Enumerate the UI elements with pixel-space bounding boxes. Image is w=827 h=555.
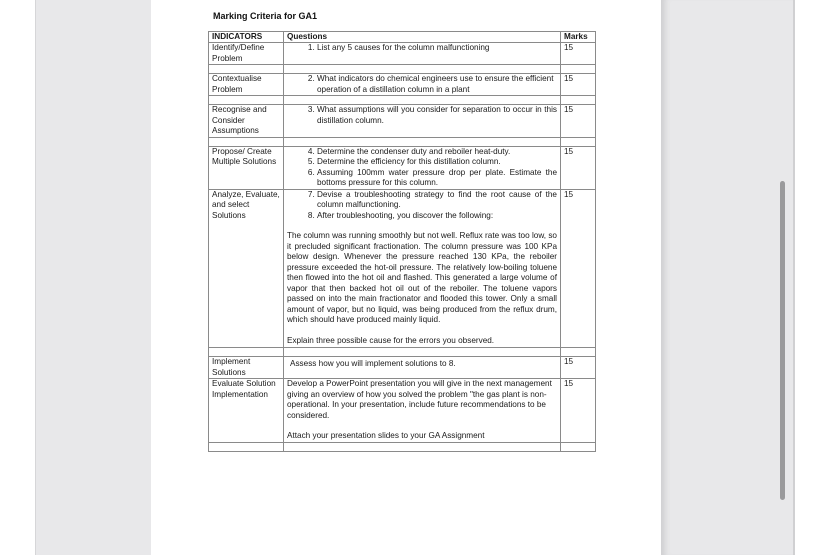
question-item: 2. What indicators do chemical engineers use to ensure the efficient operation of a distillation column in a plant xyxy=(317,74,557,95)
spacer-row xyxy=(209,442,596,451)
table-row xyxy=(209,379,596,443)
table-row xyxy=(209,146,596,189)
indicator-cell: Analyze, Evaluate, and select Solutions xyxy=(209,189,284,348)
question-item: 8. After troubleshooting, you discover the following: xyxy=(317,211,557,222)
indicator-cell: Propose/ Create Multiple Solutions xyxy=(209,146,284,189)
document-title: Marking Criteria for GA1 xyxy=(213,11,318,21)
question-cell xyxy=(284,357,561,379)
question-item: 1. List any 5 causes for the column malfunctioning xyxy=(317,43,557,54)
header-indicators: INDICATORS xyxy=(209,32,284,43)
marking-criteria-table xyxy=(208,31,596,452)
question-cell xyxy=(284,189,561,348)
indicator-cell: Implement Solutions xyxy=(209,357,284,379)
question-item: 4. Determine the condenser duty and reboiler heat-duty. xyxy=(317,147,557,158)
header-questions: Questions xyxy=(284,32,561,43)
marks-cell: 15 xyxy=(561,105,596,138)
header-marks: Marks xyxy=(561,32,596,43)
scenario-paragraph: The column was running smoothly but not well. Reflux rate was too low, so it precluded significant fractionation. The column pressure was 100 KPa below design. Whenever the pressure reached 130 KPa, the reboiler pressure exceeded the hot-oil pressure. The relatively low-boiling toluene then flowed into the hot oil and flashed. This generated a large volume of vapor that then backed hot oil out of the reboiler. The toluene vapors passed on into the main fractionator and flooded this tower. Only a small amount of vapor, but no liquid, was being produced from the reflux drum, which should have produced mainly liquid. xyxy=(287,231,557,324)
question-item: 5. Determine the efficiency for this distillation column. xyxy=(317,157,557,168)
marks-cell: 15 xyxy=(561,357,596,379)
spacer-row xyxy=(209,348,596,357)
question-text: Assess how you will implement solutions to 8. xyxy=(290,359,456,368)
followup-text: Explain three possible cause for the errors you observed. xyxy=(287,335,495,345)
question-item: 7. Devise a troubleshooting strategy to find the root cause of the column malfunctioning. xyxy=(317,190,557,211)
table-header-row xyxy=(209,32,596,43)
vertical-scrollbar[interactable] xyxy=(780,181,785,500)
table-row xyxy=(209,74,596,96)
question-cell xyxy=(284,146,561,189)
spacer-row xyxy=(209,96,596,105)
spacer-row xyxy=(209,65,596,74)
question-cell xyxy=(284,43,561,65)
question-cell xyxy=(284,74,561,96)
marks-cell: 15 xyxy=(561,146,596,189)
followup-text: Attach your presentation slides to your GA Assignment xyxy=(287,431,485,440)
indicator-cell: Evaluate Solution Implementation xyxy=(209,379,284,443)
question-item: 6. Assuming 100mm water pressure drop per plate. Estimate the bottoms pressure for this column. xyxy=(317,168,557,189)
marks-cell: 15 xyxy=(561,379,596,443)
table-row xyxy=(209,357,596,379)
indicator-cell: Identify/Define Problem xyxy=(209,43,284,65)
marks-cell: 15 xyxy=(561,43,596,65)
question-cell xyxy=(284,105,561,138)
table-row xyxy=(209,189,596,348)
right-gutter xyxy=(661,0,795,555)
question-text: Develop a PowerPoint presentation you will give in the next management giving an overview of how you solved the problem "the gas plant is non-operational. In your presentation, include future recommendations to be considered. xyxy=(287,379,552,420)
table-row xyxy=(209,105,596,138)
indicator-cell: Contextualise Problem xyxy=(209,74,284,96)
left-gutter xyxy=(35,0,151,555)
question-item: 3. What assumptions will you consider for separation to occur in this distillation column. xyxy=(317,105,557,126)
marks-cell: 15 xyxy=(561,74,596,96)
indicator-cell: Recognise and Consider Assumptions xyxy=(209,105,284,138)
marks-cell: 15 xyxy=(561,189,596,348)
table-row xyxy=(209,43,596,65)
question-cell xyxy=(284,379,561,443)
spacer-row xyxy=(209,137,596,146)
